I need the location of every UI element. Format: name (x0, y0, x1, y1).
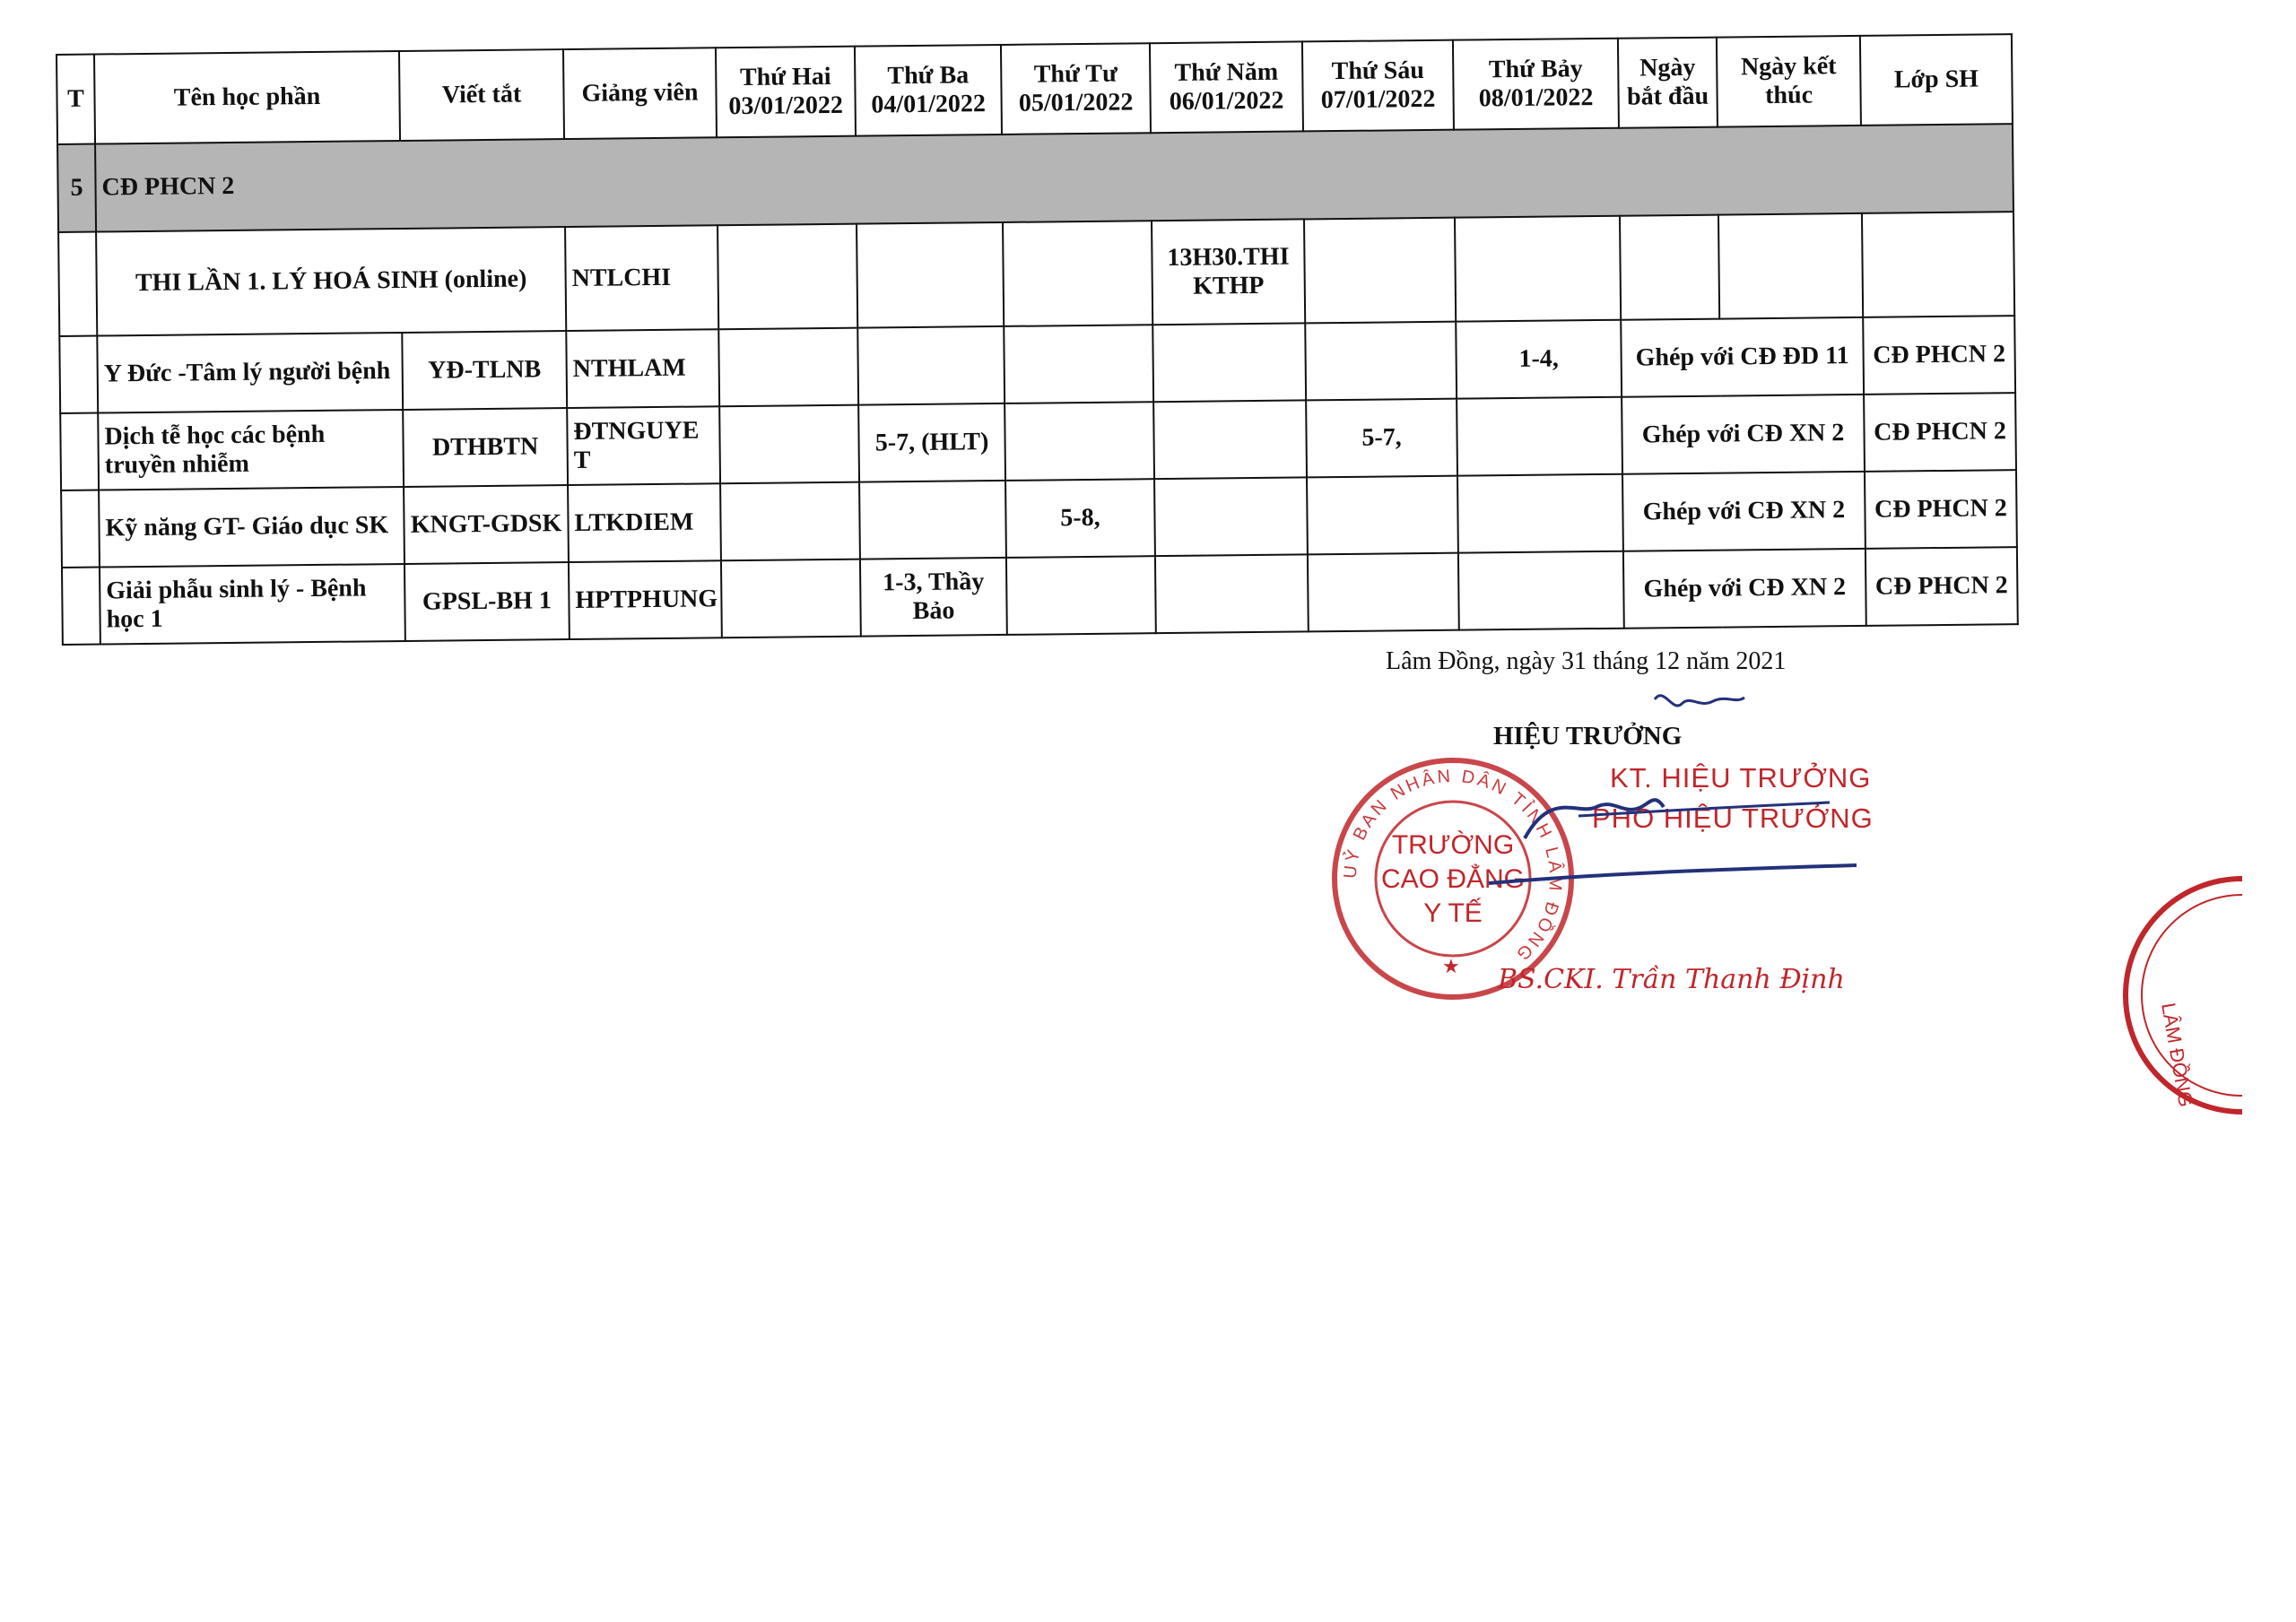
course-day-2 (859, 481, 1006, 559)
course-class: CĐ PHCN 2 (1864, 393, 2016, 472)
kt-principal-title: KT. HIỆU TRƯỞNG (1610, 762, 1872, 794)
course-day-3 (1004, 325, 1153, 403)
exam-day-3 (1003, 221, 1152, 326)
course-day-2: 1-3, Thầy Bảo (860, 558, 1007, 637)
course-lecturer: NTHLAM (566, 329, 719, 408)
row-stt (61, 490, 100, 568)
header-class: Lớp SH (1860, 34, 2013, 126)
partial-stamp (2090, 870, 2242, 1121)
header-day-4: Thứ Năm 06/01/2022 (1150, 41, 1303, 133)
stamp-line-1: TRƯỜNG (1391, 830, 1515, 860)
course-day-4 (1153, 400, 1307, 479)
header-day-5: Thứ Sáu 07/01/2022 (1302, 40, 1454, 132)
header-day-2: Thứ Ba 04/01/2022 (855, 45, 1002, 136)
group-stt: 5 (57, 144, 96, 232)
svg-text:★: ★ (1442, 955, 1460, 977)
course-day-1 (720, 482, 860, 561)
exam-day-6 (1455, 216, 1621, 322)
course-day-6 (1457, 474, 1623, 553)
stamp-line-3: Y TẾ (1423, 898, 1483, 928)
schedule-table (56, 33, 2019, 646)
exam-stt (58, 232, 97, 336)
header-day-6: Thứ Bảy 08/01/2022 (1453, 39, 1619, 130)
course-abbr: GPSL-BH 1 (404, 562, 570, 641)
course-day-3 (1004, 402, 1154, 481)
course-day-6 (1458, 551, 1624, 630)
row-stt (62, 568, 100, 645)
stamp-ring-text: UỶ BAN NHÂN DÂN TỈNH LÂM ĐỒNG (1340, 766, 1566, 967)
course-day-3 (1006, 556, 1156, 635)
course-name: Giải phẫu sinh lý - Bệnh học 1 (100, 564, 405, 645)
group-name: CĐ PHCN 2 (95, 124, 2013, 231)
course-day-5: 5-7, (1306, 399, 1457, 478)
course-day-4 (1154, 477, 1308, 556)
row-stt (60, 413, 99, 490)
course-class: CĐ PHCN 2 (1863, 316, 2015, 395)
course-day-1 (721, 559, 861, 638)
exam-row (58, 212, 2014, 336)
header-day-1: Thứ Hai 03/01/2022 (716, 47, 856, 138)
course-abbr: DTHBTN (403, 408, 568, 487)
vice-principal-title: PHÓ HIỆU TRƯỞNG (1592, 802, 1874, 834)
course-day-5 (1308, 553, 1459, 632)
exam-day-1 (718, 224, 857, 330)
header-lecturer: Giảng viên (563, 48, 717, 139)
exam-class (1862, 212, 2014, 317)
course-class: CĐ PHCN 2 (1866, 547, 2018, 626)
handwritten-signature (1471, 681, 1866, 915)
row-stt (59, 336, 98, 413)
course-day-1 (718, 328, 858, 407)
header-end-date: Ngày kết thúc (1717, 36, 1861, 127)
header-day-3: Thứ Tư 05/01/2022 (1001, 43, 1151, 134)
course-name: Dịch tễ học các bệnh truyền nhiễm (98, 410, 404, 490)
exam-day-5 (1304, 218, 1456, 324)
course-day-5 (1307, 476, 1458, 555)
course-day-1 (719, 405, 859, 484)
header-abbr: Viết tắt (399, 49, 564, 141)
place-date: Lâm Đồng, ngày 31 tháng 12 năm 2021 (1386, 647, 1787, 675)
signer-name: BS.CKI. Trần Thanh Định (1498, 964, 1845, 995)
exam-day-2 (857, 222, 1004, 328)
course-day-5 (1305, 322, 1457, 401)
course-lecturer: HPTPHUNG (569, 560, 722, 639)
schedule-sheet (56, 54, 2011, 646)
course-lecturer: LTKDIEM (568, 483, 721, 562)
course-note: Ghép với CĐ XN 2 (1623, 549, 1866, 629)
partial-stamp-text: LÂM ĐỒNG (2157, 1001, 2198, 1109)
exam-end (1718, 213, 1863, 319)
course-name: Kỹ năng GT- Giáo dục SK (99, 487, 404, 568)
course-abbr: YĐ-TLNB (402, 331, 567, 410)
principal-title: HIỆU TRƯỞNG (1493, 722, 1683, 750)
course-note: Ghép với CĐ XN 2 (1622, 472, 1866, 551)
exam-day-4: 13H30.THI KTHP (1152, 219, 1305, 325)
course-name: Y Đức -Tâm lý người bệnh (97, 333, 403, 413)
header-start-date: Ngày bắt đầu (1618, 38, 1718, 128)
course-day-4 (1155, 554, 1309, 633)
course-note: Ghép với CĐ ĐD 11 (1621, 317, 1864, 397)
course-abbr: KNGT-GDSK (404, 485, 569, 564)
course-note: Ghép với CĐ XN 2 (1622, 395, 1865, 474)
course-day-6 (1457, 397, 1622, 476)
course-day-4 (1152, 323, 1306, 402)
exam-lecturer: NTLCHI (565, 225, 718, 331)
course-lecturer: ĐTNGUYET (567, 406, 720, 485)
course-day-2: 5-7, (HLT) (858, 403, 1005, 482)
header-course: Tên học phần (94, 51, 400, 144)
course-day-2 (857, 326, 1004, 405)
exam-start (1620, 215, 1719, 320)
course-day-3: 5-8, (1005, 479, 1155, 558)
stamp-line-2: CAO ĐẲNG (1380, 864, 1526, 894)
course-class: CĐ PHCN 2 (1865, 470, 2017, 549)
course-day-6: 1-4, (1456, 320, 1622, 399)
header-stt: T (57, 55, 95, 144)
exam-name: THI LẦN 1. LÝ HOÁ SINH (online) (96, 227, 566, 335)
